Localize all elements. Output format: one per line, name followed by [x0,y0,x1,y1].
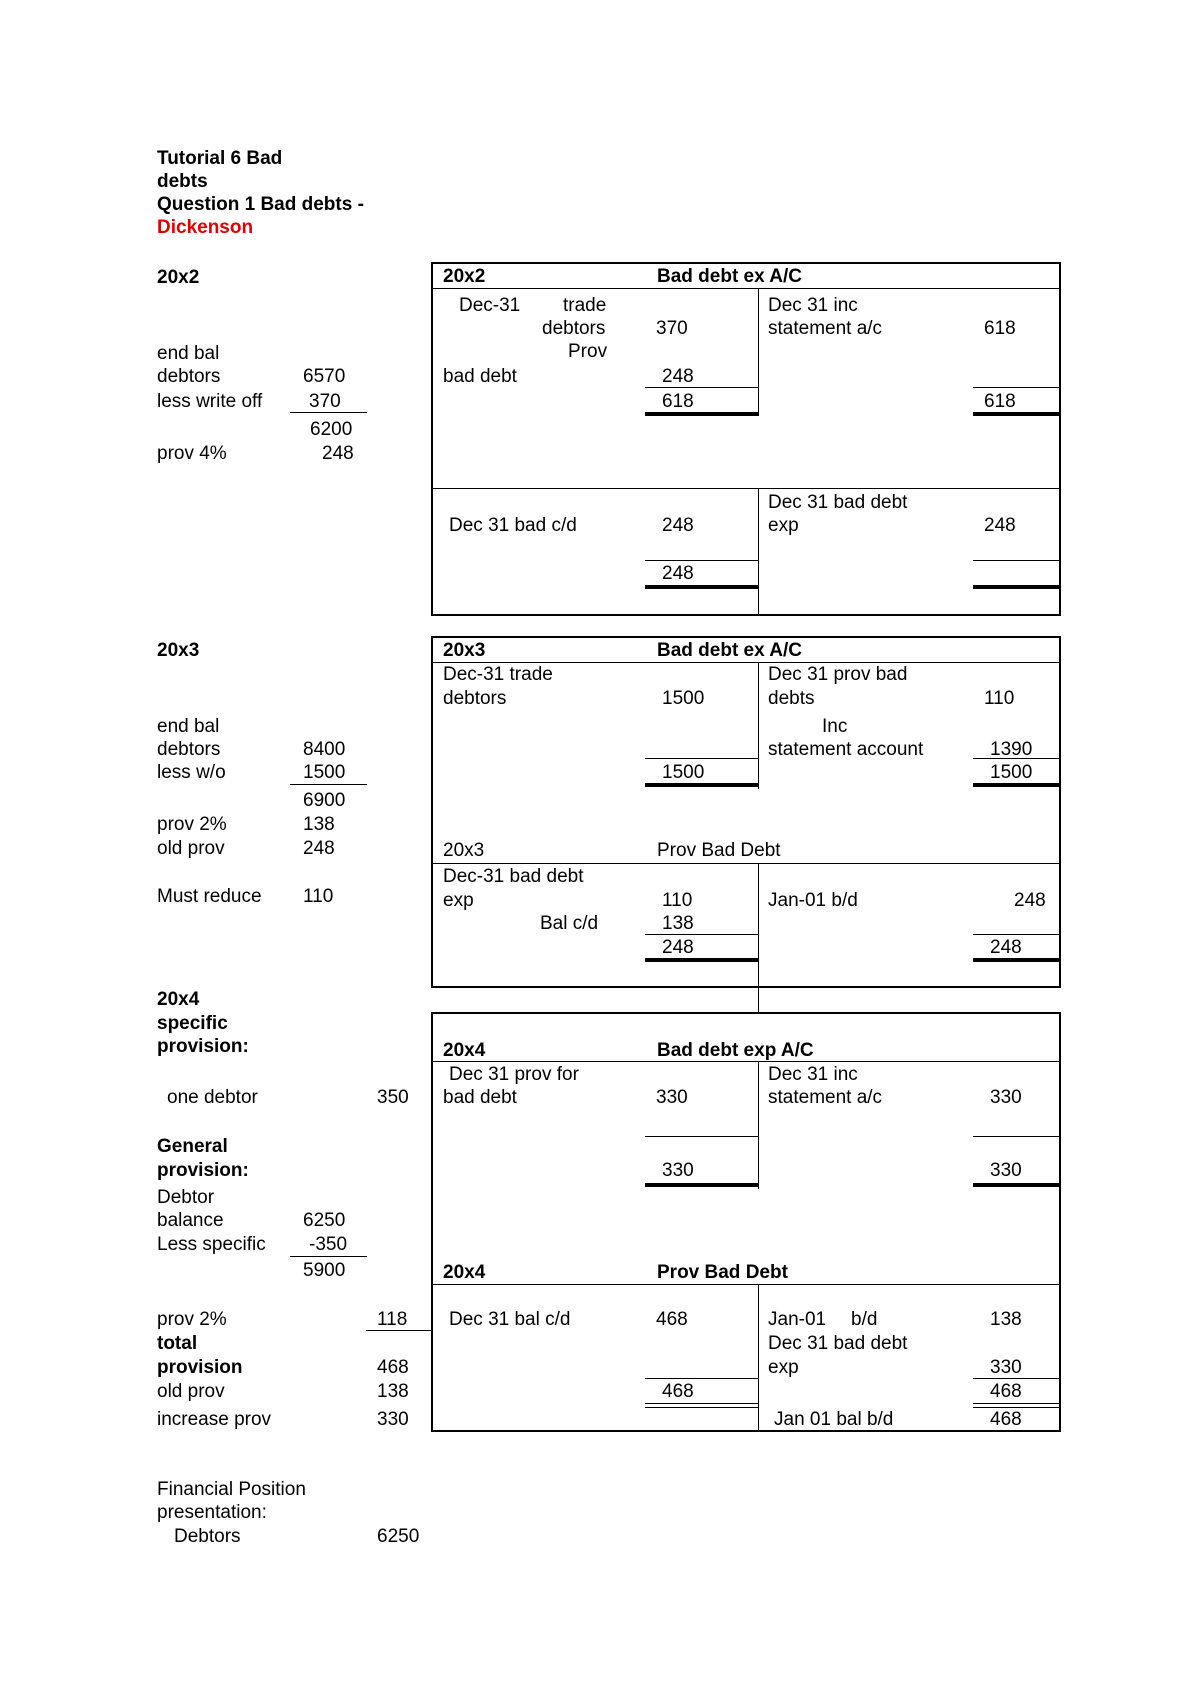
header-rule [432,1061,1060,1062]
calc-value: 1500 [303,762,346,783]
tutorial-title-line2: debts [157,171,208,192]
t-account-divider [758,489,759,614]
total-amount: 330 [990,1160,1022,1181]
double-rule-bottom [973,1407,1059,1408]
calc-value: 330 [377,1409,409,1430]
total-amount: 248 [662,937,694,958]
calc-value: 5900 [303,1260,346,1281]
t-account-divider [758,1062,759,1189]
entry-text: Jan 01 bal b/d [774,1409,894,1430]
section-rule [432,488,1060,489]
calc-label: balance [157,1210,224,1231]
calc-label: end bal [157,343,220,364]
entry-text: statement a/c [768,1087,883,1108]
calc-value: 6900 [303,790,346,811]
entry-text: bad debt [443,1087,517,1108]
calc-label: old prov [157,1381,225,1402]
account-year: 20x2 [443,266,486,287]
calc-label: debtors [157,739,221,760]
calc-value: 138 [303,814,335,835]
double-rule [973,958,1059,962]
entry-text: Dec-31 trade [443,664,553,685]
total-amount: 1500 [990,762,1033,783]
calc-value: -350 [309,1234,348,1255]
calc-label: less write off [157,391,263,412]
total-amount: 248 [990,937,1022,958]
entry-text: Dec 31 prov for [449,1064,579,1085]
t-account-divider [758,289,759,416]
total-rule [645,934,758,935]
entry-text: Dec 31 bal c/d [449,1309,571,1330]
section-rule [432,1284,1060,1285]
double-rule [645,1183,758,1187]
calc-heading: total [157,1333,198,1354]
calc-label: prov 2% [157,1309,227,1330]
footer-value: 6250 [377,1526,420,1547]
calc-heading: provision: [157,1036,249,1057]
year-20x2-heading: 20x2 [157,267,200,288]
total-rule [973,560,1059,561]
entry-text: Dec 31 inc [768,295,858,316]
calc-value: 8400 [303,739,346,760]
footer-heading: Financial Position [157,1479,306,1500]
calc-label: end bal [157,716,220,737]
account-year: 20x3 [443,840,485,861]
total-rule [645,1136,758,1137]
calc-label: prov 2% [157,814,227,835]
account-title: Prov Bad Debt [657,840,781,861]
double-rule [645,412,758,416]
t-account-box-20x3 [431,636,1061,988]
entry-text: Jan-01 b/d [768,890,858,911]
entry-text: Dec 31 bad c/d [449,515,577,536]
account-title: Prov Bad Debt [657,1262,788,1283]
entry-text: bad debt [443,366,517,387]
entry-text: Dec 31 prov bad [768,664,908,685]
calc-value: 118 [377,1309,408,1330]
calc-value: 6200 [310,419,353,440]
entry-text: Dec 31 bad debt [768,1333,908,1354]
double-rule-bottom [645,1407,758,1408]
account-title: Bad debt ex A/C [657,640,802,661]
calc-value: 110 [303,886,334,907]
entry-amount: 468 [990,1409,1022,1430]
total-amount: 1500 [662,762,705,783]
entry-amount: 1390 [990,739,1033,760]
entry-text: Dec 31 bad debt [768,492,908,513]
calc-value: 6570 [303,366,346,387]
year-20x4-heading: 20x4 [157,989,200,1010]
double-rule [645,958,758,962]
t-account-divider [758,1285,759,1430]
entry-text: statement a/c [768,318,883,339]
entry-text: exp [768,1357,799,1378]
entry-text: exp [768,515,799,536]
tutorial-title-line1: Tutorial 6 Bad [157,148,283,169]
calc-label: prov 4% [157,443,227,464]
entry-amount: 248 [662,366,694,387]
account-title: Bad debt exp A/C [657,1040,814,1061]
entry-text: debtors [443,688,507,709]
calc-heading: specific [157,1013,228,1034]
entry-amount: 138 [662,913,694,934]
total-amount: 330 [662,1160,694,1181]
calc-label: one debtor [167,1087,258,1108]
underline [290,412,367,413]
account-year: 20x4 [443,1040,486,1061]
total-amount: 248 [662,563,694,584]
total-rule [645,387,758,388]
entry-amount: 138 [990,1309,1022,1330]
entry-text: Dec 31 inc [768,1064,858,1085]
total-rule [973,387,1059,388]
entry-amount: 110 [662,890,693,911]
entry-amount: 330 [990,1357,1022,1378]
connector-line [758,988,759,1012]
entry-amount: 468 [656,1309,688,1330]
calc-label: old prov [157,838,225,859]
double-rule-top [645,1403,758,1404]
double-rule [973,783,1059,787]
entry-amount: 1500 [662,688,705,709]
entry-amount: 370 [656,318,688,339]
account-year: 20x4 [443,1262,486,1283]
entry-text: Prov [568,341,608,362]
t-account-divider [758,663,759,789]
calc-label: Must reduce [157,886,262,907]
calc-value: 350 [377,1087,409,1108]
total-rule [973,758,1059,759]
total-rule [973,1136,1059,1137]
entry-amount: 248 [1014,890,1046,911]
underline [366,1330,432,1331]
entry-date: Jan-01 [768,1309,827,1330]
t-account-divider [758,864,759,986]
underline [290,1256,367,1257]
header-rule [432,288,1060,289]
footer-heading: presentation: [157,1502,267,1523]
entry-text: debts [768,688,815,709]
question-title: Question 1 Bad debts - [157,194,364,215]
entry-text: exp [443,890,474,911]
year-20x3-heading: 20x3 [157,640,200,661]
calc-value: 468 [377,1357,409,1378]
calc-label: Less specific [157,1234,266,1255]
entry-text: debtors [542,318,606,339]
entry-amount: 248 [984,515,1016,536]
total-amount: 618 [662,391,694,412]
calc-label: debtors [157,366,221,387]
total-amount: 468 [662,1381,694,1402]
double-rule [973,1183,1059,1187]
total-rule [645,1378,758,1379]
entry-amount: 110 [984,688,1015,709]
calc-value: 248 [322,443,354,464]
entry-amount: 618 [984,318,1016,339]
calc-value: 138 [377,1381,409,1402]
header-rule [432,662,1060,663]
calc-heading: provision [157,1357,243,1378]
footer-label: Debtors [174,1526,241,1547]
double-rule [645,783,758,787]
double-rule [973,585,1059,589]
total-rule [645,560,758,561]
section-rule [432,863,1060,864]
calc-heading: provision: [157,1160,249,1181]
double-rule [645,585,758,589]
account-year: 20x3 [443,640,486,661]
underline [290,784,367,785]
entry-text: b/d [851,1309,878,1330]
calc-label: Debtor [157,1187,215,1208]
entry-text: Inc [822,716,848,737]
calc-label: less w/o [157,762,226,783]
entry-text: statement account [768,739,924,760]
calc-value: 370 [309,391,341,412]
entry-date: Dec-31 [459,295,521,316]
company-name: Dickenson [157,217,254,238]
entry-text: trade [563,295,607,316]
total-rule [973,934,1059,935]
double-rule-top [973,1403,1059,1404]
entry-amount: 248 [662,515,694,536]
entry-amount: 330 [990,1087,1022,1108]
entry-text: Dec-31 bad debt [443,866,584,887]
calc-value: 6250 [303,1210,346,1231]
total-amount: 468 [990,1381,1022,1402]
calc-label: increase prov [157,1409,272,1430]
total-amount: 618 [984,391,1016,412]
total-rule [645,758,758,759]
t-account-box-20x2 [431,262,1061,616]
calc-heading: General [157,1136,228,1157]
calc-value: 248 [303,838,335,859]
account-title: Bad debt ex A/C [657,266,802,287]
double-rule [973,412,1059,416]
entry-text: Bal c/d [540,913,599,934]
total-rule [973,1378,1059,1379]
entry-amount: 330 [656,1087,688,1108]
